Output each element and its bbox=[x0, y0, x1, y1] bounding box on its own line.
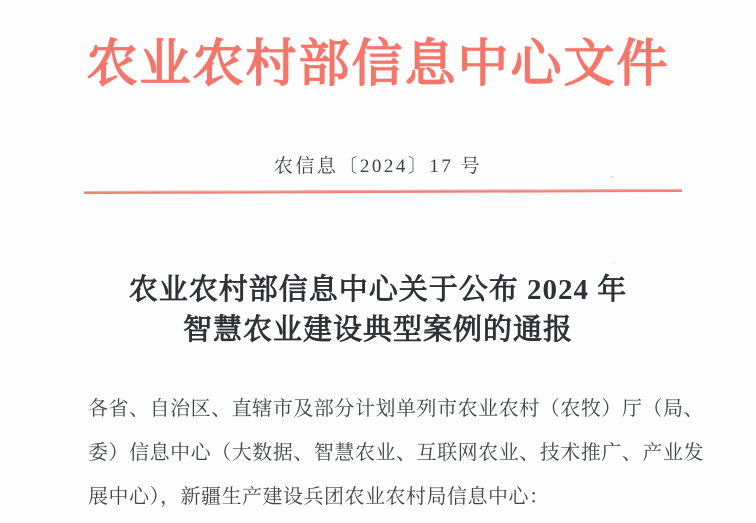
document-title-line-1: 农业农村部信息中心关于公布 2024 年 bbox=[128, 274, 628, 306]
letterhead-title: 农业农村部信息中心文件 bbox=[86, 37, 670, 93]
red-divider-line bbox=[84, 189, 682, 194]
scan-dust-speck bbox=[611, 176, 614, 178]
salutation-line-3: 展中心），新疆生产建设兵团农业农村局信息中心： bbox=[88, 486, 550, 508]
salutation-line-2: 委）信息中心（大数据、智慧农业、互联网农业、技术推广、产业发 bbox=[88, 442, 704, 464]
document-title bbox=[0, 270, 756, 350]
scan-dust-speck bbox=[613, 262, 615, 264]
document-number: 农信息〔2024〕17 号 bbox=[273, 156, 483, 177]
document-title-line-2: 智慧农业建设典型案例的通报 bbox=[182, 314, 573, 346]
salutation-line-1: 各省、自治区、直辖市及部分计划单列市农业农村（农牧）厅（局、 bbox=[88, 398, 704, 420]
salutation-paragraph bbox=[88, 387, 704, 519]
